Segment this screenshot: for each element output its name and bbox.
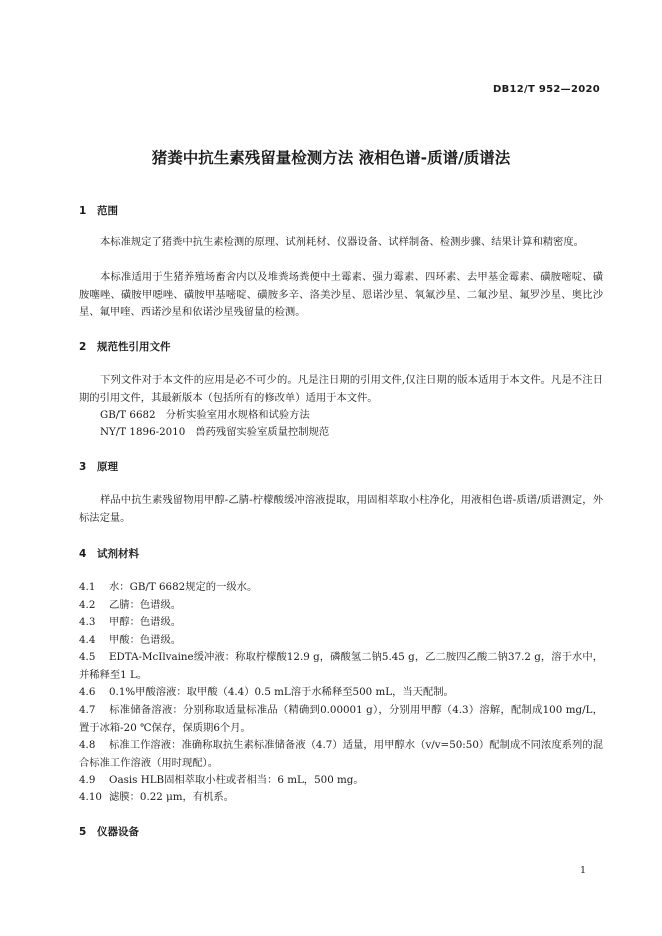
section-heading-1 bbox=[79, 203, 118, 218]
page-number: 1 bbox=[579, 865, 586, 876]
item-number: 4.9 bbox=[79, 774, 96, 786]
item-text: 0.1%甲酸溶液：取甲酸（4.4）0.5 mL溶于水稀释至500 mL，当天配制。 bbox=[109, 686, 454, 698]
paragraph: 下列文件对于本文件的应用是必不可少的。凡是注日期的引用文件,仅注日期的版本适用于本文件。凡是不注日期的引用文件，其最新版本（包括所有的修改单）适用于本文件。 bbox=[79, 374, 603, 404]
item-text: 甲酸：色谱级。 bbox=[109, 634, 182, 646]
item-number: 4.5 bbox=[79, 651, 96, 663]
list-item bbox=[79, 702, 603, 737]
paragraph: 本标准规定了猪粪中抗生素检测的原理、试剂耗材、仪器设备、试样制备、检测步骤、结果计算和精密度。 bbox=[100, 236, 584, 248]
list-item bbox=[79, 772, 603, 790]
list-item bbox=[79, 737, 603, 772]
item-number: 4.4 bbox=[79, 634, 96, 646]
section-number: 4 bbox=[79, 548, 87, 560]
item-number: 4.7 bbox=[79, 704, 96, 716]
list-item bbox=[79, 632, 603, 650]
list-item bbox=[79, 789, 603, 807]
reference-title: 分析实验室用水规格和试验方法 bbox=[165, 409, 310, 421]
reference-title: 兽药残留实验室质量控制规范 bbox=[195, 426, 330, 438]
item-text: 标准工作溶液：准确称取抗生素标准储备液（4.7）适量，用甲醇水（v/v=50:50）配制成不同浓度系列的混合标准工作溶液（用时现配）。 bbox=[79, 739, 603, 769]
section-number: 1 bbox=[79, 205, 87, 217]
section-number: 2 bbox=[79, 341, 87, 353]
item-number: 4.1 bbox=[79, 581, 96, 593]
list-item bbox=[79, 597, 603, 615]
section-title: 规范性引用文件 bbox=[97, 341, 171, 353]
list-item bbox=[79, 579, 603, 597]
section-title: 试剂材料 bbox=[97, 548, 139, 560]
section-heading-4 bbox=[79, 546, 139, 561]
list-item bbox=[79, 684, 603, 702]
item-text: 甲醇：色谱级。 bbox=[109, 616, 182, 628]
list-item bbox=[79, 614, 603, 632]
paragraph: 本标准适用于生猪养殖场畜舍内以及堆粪场粪便中土霉素、强力霉素、四环素、去甲基金霉素、磺胺嘧啶、磺胺噻唑、磺胺甲噁唑、磺胺甲基嘧啶、磺胺多辛、洛美沙星、恩诺沙星、氧氟沙星、二氟沙星、氟罗沙星、奥比沙星、氟甲喹、西诺沙星和依诺沙星残留量的检测。 bbox=[79, 271, 603, 318]
list-item bbox=[79, 649, 603, 684]
item-text: 水：GB/T 6682规定的一级水。 bbox=[109, 581, 258, 593]
item-text: 标准储备溶液：分别称取适量标准品（精确到0.00001 g），分别用甲醇（4.3）溶解，配制成100 mg/L，置于冰箱-20 ℃保存，保质期6个月。 bbox=[79, 704, 603, 734]
item-number: 4.6 bbox=[79, 686, 96, 698]
reference-item bbox=[100, 407, 310, 425]
document-title: 猪粪中抗生素残留量检测方法 液相色谱-质谱/质谱法 bbox=[151, 149, 511, 167]
section-heading-5 bbox=[79, 824, 139, 839]
item-number: 4.2 bbox=[79, 599, 96, 611]
paragraph: 样品中抗生素残留物用甲醇-乙腈-柠檬酸缓冲溶液提取，用固相萃取小柱净化，用液相色谱-质谱/质谱测定，外标法定量。 bbox=[79, 494, 603, 524]
item-text: EDTA-McIlvaine缓冲液：称取柠檬酸12.9 g，磷酸氢二钠5.45 g，乙二胺四乙酸二钠37.2 g，溶于水中，并稀释至1 L。 bbox=[79, 651, 603, 681]
item-text: 滤膜：0.22 μm，有机系。 bbox=[109, 791, 235, 803]
item-number: 4.10 bbox=[79, 791, 102, 803]
section-title: 仪器设备 bbox=[97, 826, 139, 838]
item-number: 4.8 bbox=[79, 739, 96, 751]
reference-item bbox=[100, 424, 329, 442]
reference-code: GB/T 6682 bbox=[100, 409, 156, 421]
section-heading-2 bbox=[79, 339, 171, 354]
section-number: 5 bbox=[79, 826, 87, 838]
item-text: Oasis HLB固相萃取小柱或者相当：6 mL，500 mg。 bbox=[109, 774, 364, 786]
standard-number: DB12/T 952—2020 bbox=[493, 84, 600, 95]
section-title: 范围 bbox=[97, 205, 118, 217]
item-text: 乙腈：色谱级。 bbox=[109, 599, 182, 611]
reference-code: NY/T 1896-2010 bbox=[100, 426, 186, 438]
section-title: 原理 bbox=[97, 461, 118, 473]
item-number: 4.3 bbox=[79, 616, 96, 628]
section-heading-3 bbox=[79, 459, 118, 474]
section-number: 3 bbox=[79, 461, 87, 473]
